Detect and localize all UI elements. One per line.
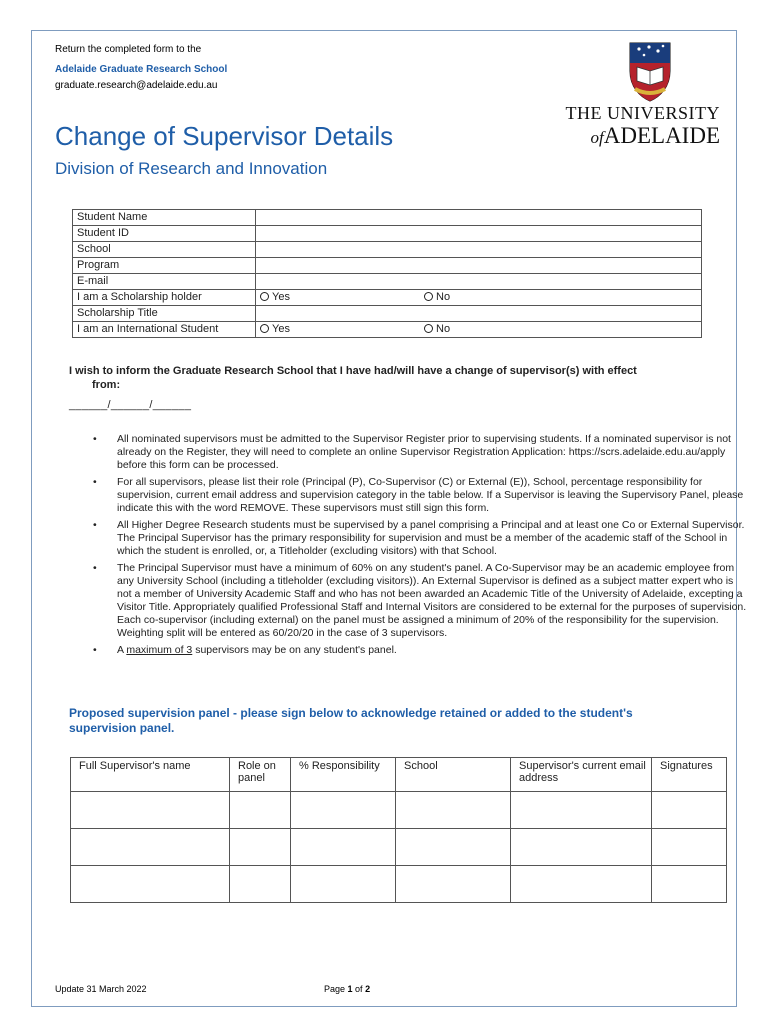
role-cell[interactable]: [230, 792, 291, 829]
supervisor-table: [70, 757, 727, 903]
responsibility-cell[interactable]: [291, 792, 396, 829]
table-row: [71, 829, 727, 866]
page-subtitle: Division of Research and Innovation: [55, 159, 328, 178]
page-total: 2: [365, 984, 371, 994]
list-item-suffix: supervisors may be on any student's panel.: [192, 644, 397, 656]
table-row: [73, 290, 702, 306]
office-email: graduate.research@adelaide.edu.au: [55, 80, 218, 91]
responsibility-cell[interactable]: [291, 829, 396, 866]
university-name-line1: THE UNIVERSITY: [565, 103, 720, 123]
field-label: Program: [73, 258, 256, 274]
program-field[interactable]: [256, 258, 702, 274]
supervisor-name-cell[interactable]: [71, 792, 230, 829]
signature-cell[interactable]: [652, 866, 727, 903]
table-row: [73, 274, 702, 290]
scholarship-title-field[interactable]: [256, 306, 702, 322]
field-label: Student ID: [73, 226, 256, 242]
change-statement: [69, 364, 689, 392]
list-item: • All nominated supervisors must be admitted to the Supervisor Register prior to supervising students. If a nominated supervisor is not already on the Register, they will need to complete an online Supervisor Registration Application: https://scrs.adelaide.edu.au/apply before this form can be processed.: [117, 433, 749, 472]
school-cell[interactable]: [396, 829, 511, 866]
table-row: [71, 792, 727, 829]
list-item: • All Higher Degree Research students must be supervised by a panel comprising a Principal and at least one Co or External Supervisor. The Principal Supervisor has the primary responsibility for supervision and must be a member of the academic staff of the School in which the student is enrolled, or, a Titleholder (excluding visitors) with that School.: [117, 519, 749, 558]
column-header: Role on panel: [230, 758, 291, 792]
office-name: Adelaide Graduate Research School: [55, 64, 228, 75]
page-title: Change of Supervisor Details: [55, 121, 394, 151]
radio-label: No: [436, 291, 451, 303]
email-cell[interactable]: [511, 866, 652, 903]
school-field[interactable]: [256, 242, 702, 258]
column-header: Full Supervisor's name: [71, 758, 230, 792]
scholarship-radio-group: [256, 290, 702, 306]
field-label: I am an International Student: [73, 322, 256, 338]
radio-icon[interactable]: [260, 324, 269, 333]
change-statement-line2: from:: [92, 379, 121, 391]
university-logo: [542, 39, 722, 149]
list-item: • The Principal Supervisor must have a minimum of 60% on any student's panel. A Co-Supervisor may be an academic employee from any University School (including a titleholder (excluding visitors)). An External Supervisor is defined as a subject matter expert who is not a member of University Academic Staff and who has not been awarded an Academic Title of the University of Adelaide, excepting a Visitor Title. Appropriately qualified Professional Staff and Internal Visitors are considered to be external for the purposes of supervision. Each co-supervisor (including external) on the panel must be assigned a minimum of 20% of the responsibility for the supervision. Weighting split will be entered as 60/20/20 in the case of 3 supervisors.: [117, 562, 749, 640]
table-row: [71, 866, 727, 903]
field-label: Student Name: [73, 210, 256, 226]
table-row: [73, 258, 702, 274]
table-row: [73, 322, 702, 338]
university-name-line2: [591, 123, 720, 149]
effective-date-field[interactable]: ______/______/______: [69, 399, 192, 411]
field-label: I am a Scholarship holder: [73, 290, 256, 306]
page-number: [324, 984, 370, 994]
scholarship-yes-option[interactable]: [260, 291, 290, 303]
table-row: [73, 226, 702, 242]
table-row: [73, 210, 702, 226]
update-date: Update 31 March 2022: [55, 984, 147, 994]
field-label: E-mail: [73, 274, 256, 290]
signature-cell[interactable]: [652, 792, 727, 829]
signature-cell[interactable]: [652, 829, 727, 866]
email-cell[interactable]: [511, 829, 652, 866]
student-name-field[interactable]: [256, 210, 702, 226]
radio-icon[interactable]: [424, 324, 433, 333]
radio-label: No: [436, 323, 451, 335]
proposed-panel-heading: Proposed supervision panel - please sign below to acknowledge retained or added to the student's supervision panel.: [69, 706, 633, 735]
international-yes-option[interactable]: [260, 323, 290, 335]
student-id-field[interactable]: [256, 226, 702, 242]
radio-icon[interactable]: [260, 292, 269, 301]
radio-label: Yes: [272, 291, 290, 303]
change-statement-line1: I wish to inform the Graduate Research School that I have had/will have a change of supervisor(s) with effect: [69, 365, 637, 377]
page-current: 1: [347, 984, 353, 994]
form-page: [31, 30, 747, 1007]
table-header-row: [71, 758, 727, 792]
list-item-emphasis: maximum of 3: [126, 644, 193, 656]
column-header: Supervisor's current email address: [511, 758, 652, 792]
guidelines-list: [69, 433, 749, 661]
student-info-table: [72, 209, 702, 338]
supervisor-name-cell[interactable]: [71, 866, 230, 903]
field-label: School: [73, 242, 256, 258]
list-item-prefix: A: [117, 644, 127, 656]
school-cell[interactable]: [396, 866, 511, 903]
role-cell[interactable]: [230, 829, 291, 866]
email-cell[interactable]: [511, 792, 652, 829]
column-header: % Responsibility: [291, 758, 396, 792]
scholarship-no-option[interactable]: [424, 290, 450, 305]
list-item: [117, 644, 749, 657]
radio-label: Yes: [272, 323, 290, 335]
page-of: of: [352, 984, 366, 994]
field-label: Scholarship Title: [73, 306, 256, 322]
page-label: Page: [324, 984, 348, 994]
role-cell[interactable]: [230, 866, 291, 903]
table-row: [73, 242, 702, 258]
university-crest-icon: [627, 41, 673, 103]
return-instructions: Return the completed form to the: [55, 44, 202, 55]
international-no-option[interactable]: [424, 322, 450, 337]
column-header: Signatures: [652, 758, 727, 792]
university-name-adelaide: ADELAIDE: [603, 123, 720, 148]
column-header: School: [396, 758, 511, 792]
radio-icon[interactable]: [424, 292, 433, 301]
email-field[interactable]: [256, 274, 702, 290]
school-cell[interactable]: [396, 792, 511, 829]
university-name-of: of: [590, 128, 604, 147]
responsibility-cell[interactable]: [291, 866, 396, 903]
international-radio-group: [256, 322, 702, 338]
supervisor-name-cell[interactable]: [71, 829, 230, 866]
list-item: • For all supervisors, please list their role (Principal (P), Co-Supervisor (C) or External (E)), School, percentage responsibility for supervision, current email address and supervision category in the table below. If a Supervisor is leaving the Supervisory Panel, please indicate this with the word REMOVE. These supervisors must still sign this form.: [117, 476, 749, 515]
table-row: [73, 306, 702, 322]
